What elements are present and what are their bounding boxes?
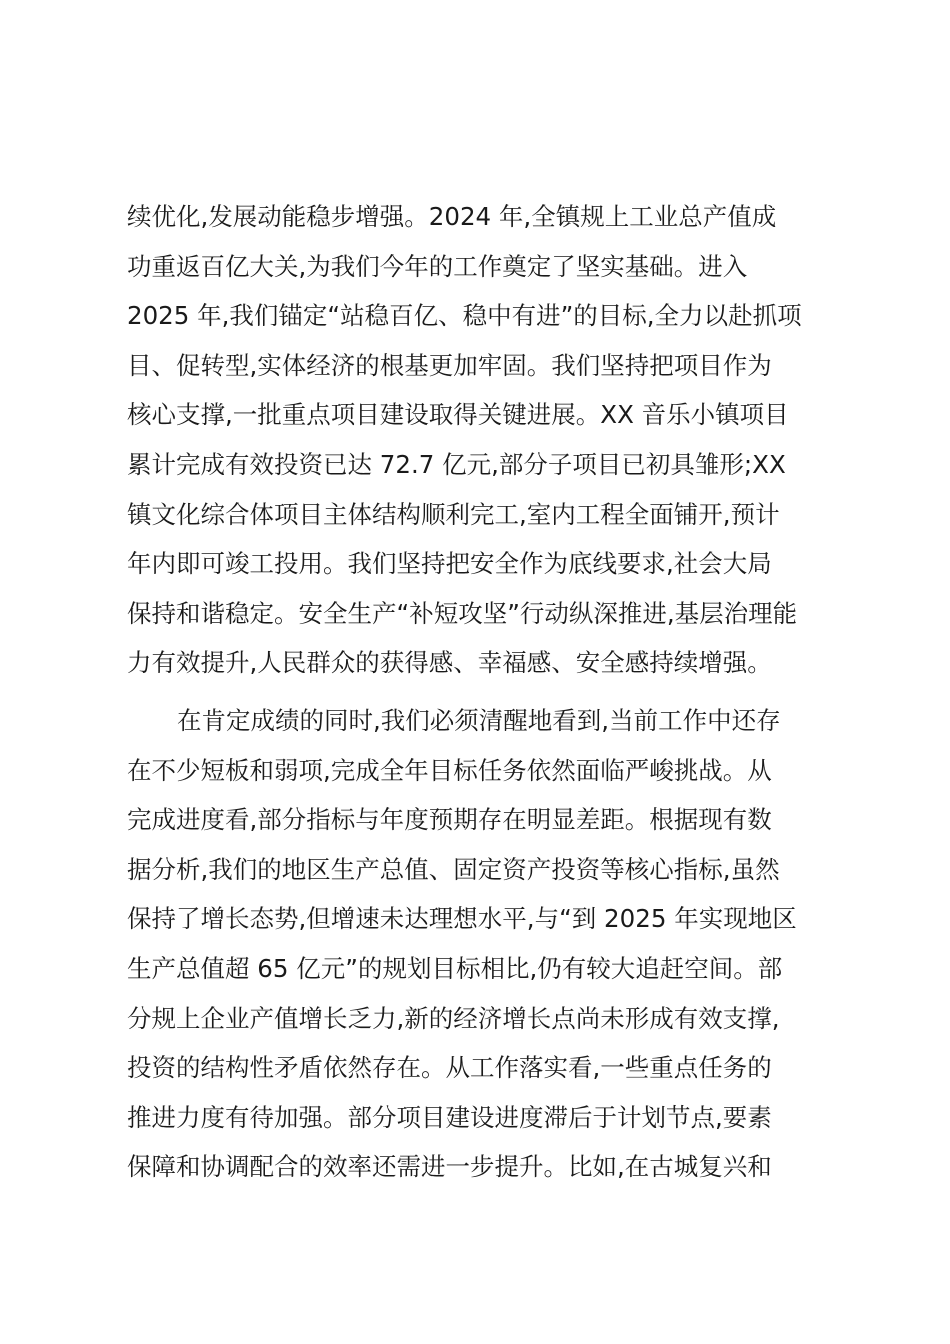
paragraph-achievements bbox=[127, 192, 827, 688]
text-line: 年内即可竣工投用。我们坚持把安全作为底线要求,社会大局 bbox=[127, 549, 772, 579]
text-line: 完成进度看,部分指标与年度预期存在明显差距。根据现有数 bbox=[127, 805, 772, 835]
text-line: 生产总值超 65 亿元”的规划目标相比,仍有较大追赶空间。部 bbox=[127, 953, 783, 983]
text-line: 目、促转型,实体经济的根基更加牢固。我们坚持把项目作为 bbox=[127, 350, 772, 380]
text-line: 在不少短板和弱项,完成全年目标任务依然面临严峻挑战。从 bbox=[127, 755, 772, 785]
text-line: 推进力度有待加强。部分项目建设进度滞后于计划节点,要素 bbox=[127, 1102, 772, 1132]
text-line: 保持和谐稳定。安全生产“补短攻坚”行动纵深推进,基层治理能 bbox=[127, 598, 798, 628]
text-line: 投资的结构性矛盾依然存在。从工作落实看,一些重点任务的 bbox=[127, 1053, 772, 1083]
text-line: 功重返百亿大关,为我们今年的工作奠定了坚实基础。进入 bbox=[127, 251, 748, 281]
text-line: 核心支撑,一批重点项目建设取得关键进展。XX 音乐小镇项目 bbox=[127, 400, 789, 430]
document-body bbox=[127, 192, 827, 1192]
paragraph-spacer bbox=[127, 688, 827, 696]
text-line: 据分析,我们的地区生产总值、固定资产投资等核心指标,虽然 bbox=[127, 854, 780, 884]
text-line: 累计完成有效投资已达 72.7 亿元,部分子项目已初具雏形;XX bbox=[127, 449, 786, 479]
text-line: 镇文化综合体项目主体结构顺利完工,室内工程全面铺开,预计 bbox=[127, 499, 780, 529]
text-line: 2025 年,我们锚定“站稳百亿、稳中有进”的目标,全力以赴抓项 bbox=[127, 301, 802, 331]
text-line: 分规上企业产值增长乏力,新的经济增长点尚未形成有效支撑, bbox=[127, 1003, 780, 1033]
text-line: 保持了增长态势,但增速未达理想水平,与“到 2025 年实现地区 bbox=[127, 904, 797, 934]
paragraph-challenges bbox=[127, 696, 827, 1192]
text-line: 续优化,发展动能稳步增强。2024 年,全镇规上工业总产值成 bbox=[127, 202, 777, 231]
text-line: 在肯定成绩的同时,我们必须清醒地看到,当前工作中还存 bbox=[177, 705, 781, 735]
text-line: 力有效提升,人民群众的获得感、幸福感、安全感持续增强。 bbox=[127, 648, 772, 678]
text-line: 保障和协调配合的效率还需进一步提升。比如,在古城复兴和 bbox=[127, 1152, 772, 1182]
